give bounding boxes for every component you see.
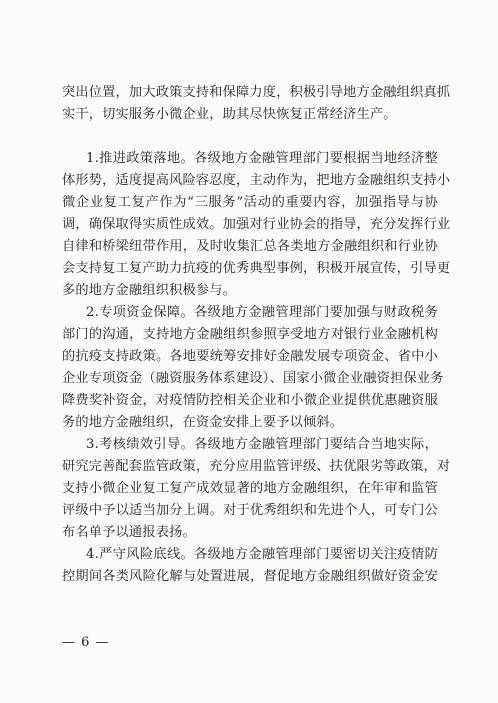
section-1-heading-line: 1.推进政策落地。各级地方金融管理部门要根据当地经济整: [86, 151, 438, 166]
section-3-heading-line: 3.考核绩效引导。各级地方金融管理部门要结合当地实际，: [86, 437, 438, 452]
text-line: 支持小微企业复工复产成效显著的地方金融组织，在年审和监管: [62, 481, 438, 496]
text-line: 的抗疫支持政策。各地要统筹安排好金融发展专项资金、省中小: [62, 349, 438, 364]
blank-line: [62, 126, 438, 148]
text-line: 降费奖补资金，对疫情防控相关企业和小微企业提供优惠融资服: [62, 393, 438, 408]
text-line: 控期间各类风险化解与处置进展，督促地方金融组织做好资金安: [62, 569, 438, 584]
text-line: 企业专项资金（融资服务体系建设）、国家小微企业融资担保业务: [62, 371, 444, 386]
text-line: 研究完善配套监管政策，充分应用监管评级、扶优限劣等政策，对: [62, 459, 451, 474]
text-line: 调，确保取得实质性成效。加强对行业协会的指导，充分发挥行业: [62, 217, 451, 232]
section-2-heading-line: 2.专项资金保障。各级地方金融管理部门要加强与财政税务: [86, 305, 438, 320]
text-line: 评级中予以适当加分上调。对于优秀组织和先进个人，可专门公: [62, 503, 438, 518]
document-body: [62, 82, 451, 588]
text-line: 部门的沟通，支持地方金融组织参照享受地方对银行业金融机构: [62, 327, 438, 342]
text-line: 实干，切实服务小微企业，助其尽快恢复正常经济生产。: [62, 107, 397, 122]
text-line: 微企业复工复产作为“三服务”活动的重要内容，加强指导与协: [62, 195, 438, 210]
text-line: 自律和桥梁纽带作用，及时收集汇总各类地方金融组织和行业协: [62, 239, 438, 254]
text-line: 多的地方金融组织积极参与。: [62, 283, 237, 298]
page-number: — 6 —: [62, 635, 110, 650]
text-line: 布名单予以通报表扬。: [62, 525, 196, 540]
text-line: 会支持复工复产助力抗疫的优秀典型事例，积极开展宣传，引导更: [62, 261, 451, 276]
text-line: 体形势，适度提高风险容忍度，主动作为，把地方金融组织支持小: [62, 173, 451, 188]
section-4-heading-line: 4.严守风险底线。各级地方金融管理部门要密切关注疫情防: [86, 547, 438, 562]
text-line: 务的地方金融组织，在资金安排上要予以倾斜。: [62, 415, 344, 430]
text-line: 突出位置，加大政策支持和保障力度，积极引导地方金融组织真抓: [62, 85, 451, 100]
